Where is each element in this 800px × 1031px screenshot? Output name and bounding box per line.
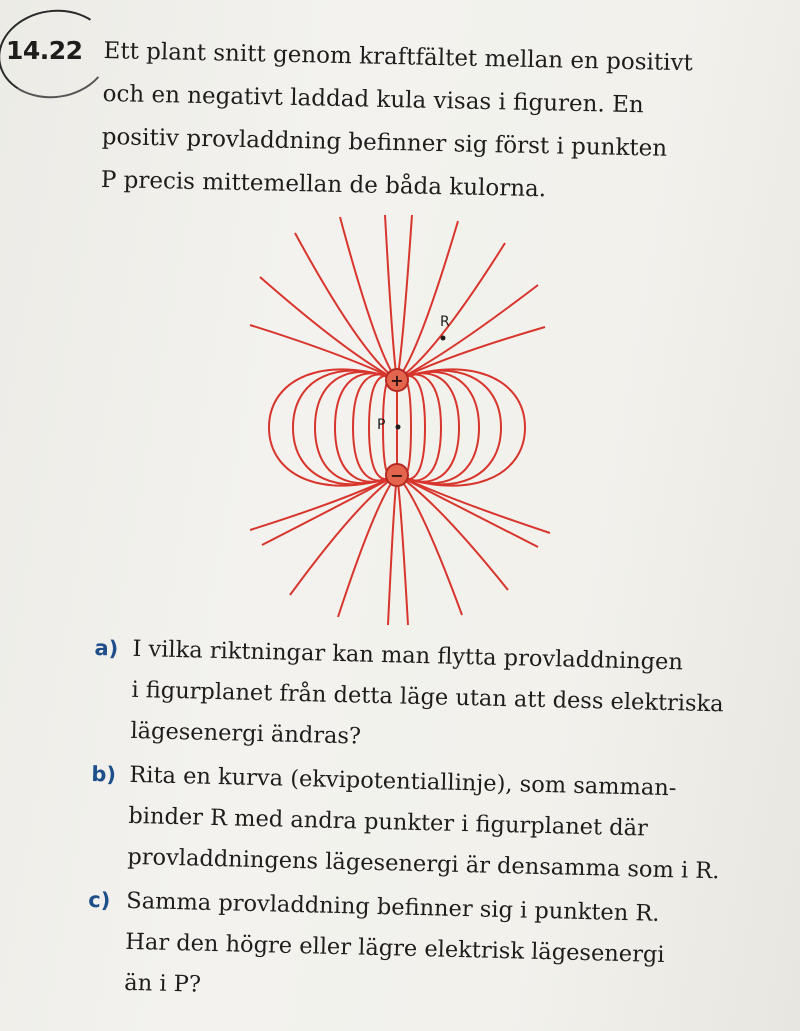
field-ray-line	[340, 217, 397, 380]
question-a	[92, 628, 775, 768]
negative-charge-label: −	[390, 466, 404, 485]
intro-line: positiv provladdning befinner sig först i punkten	[101, 123, 668, 162]
question-letter: a)	[94, 635, 119, 661]
problem-number: 14.22	[6, 36, 83, 65]
field-line-figure	[240, 215, 560, 625]
field-ray-line	[397, 243, 505, 380]
question-text	[124, 881, 769, 1020]
question-line: provladdningens lägesenergi är densamma som i R.	[127, 843, 720, 885]
outer-field-lines	[250, 215, 550, 625]
field-loop-line	[353, 374, 397, 480]
question-text	[127, 755, 772, 894]
field-ray-line	[290, 475, 397, 595]
question-line: Samma provladdning befinner sig i punkten R.	[126, 887, 660, 927]
positive-charge	[386, 369, 408, 391]
intro-line: Ett plant snitt genom kraftfältet mellan en positivt	[103, 37, 694, 77]
question-line: I vilka riktningar kan man flytta provladdningen	[132, 635, 684, 676]
point-r	[440, 314, 450, 341]
question-line: Rita en kurva (ekvipotentiallinje), som samman-	[129, 761, 677, 802]
field-loop-line	[397, 373, 459, 482]
negative-charge	[386, 464, 408, 486]
problem-intro	[100, 30, 763, 216]
field-loop-line	[397, 374, 441, 480]
positive-charge-label: +	[390, 371, 404, 390]
point-r-label: R	[440, 314, 450, 330]
question-line: Har den högre eller lägre elektrisk lägesenergi	[125, 928, 665, 969]
question-letter: c)	[88, 887, 111, 913]
intro-line: P precis mittemellan de båda kulorna.	[100, 166, 547, 203]
field-loop-line	[335, 373, 397, 482]
field-loop-line	[397, 369, 525, 485]
question-line: binder R med andra punkter i figurplanet där	[128, 802, 649, 842]
question-b	[89, 754, 772, 894]
field-ray-line	[397, 475, 508, 590]
field-ray-line	[385, 215, 397, 380]
question-c	[86, 880, 769, 1020]
question-letter: b)	[91, 761, 117, 787]
question-line: än i P?	[124, 969, 202, 998]
question-list	[86, 628, 775, 1023]
question-line: lägesenergi ändras?	[130, 717, 362, 750]
point-p-label: P	[377, 417, 386, 433]
field-line-diagram	[240, 215, 560, 625]
question-text	[130, 629, 775, 768]
field-ray-line	[397, 475, 408, 625]
question-line: i figurplanet från detta läge utan att dess elektriska	[131, 676, 724, 718]
field-ray-line	[397, 215, 412, 380]
field-ray-line	[388, 475, 397, 625]
intro-line: och en negativt laddad kula visas i figuren. En	[102, 80, 644, 119]
